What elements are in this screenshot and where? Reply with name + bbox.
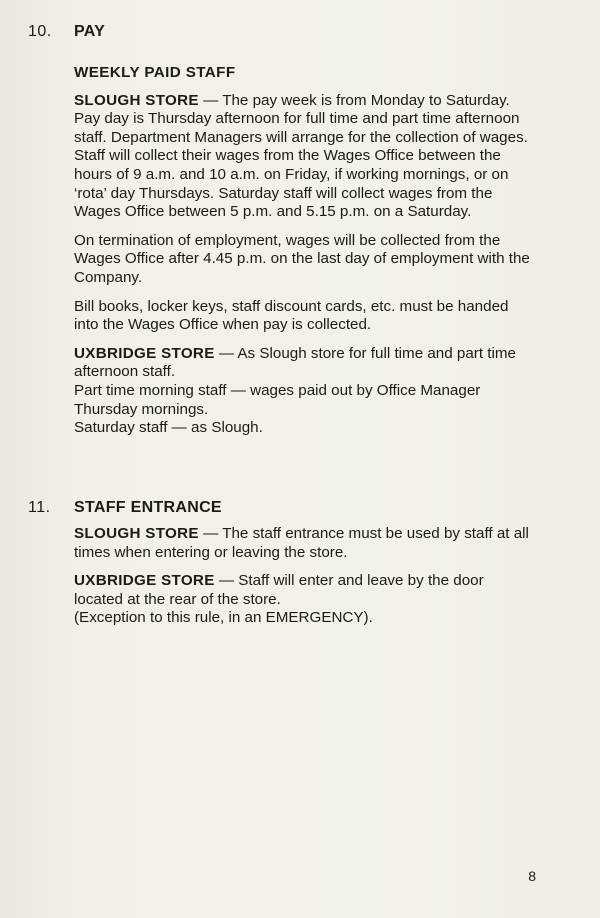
section-title: PAY <box>74 23 106 40</box>
section-number: 11. <box>28 499 51 516</box>
line-morning-staff: Part time morning staff — wages paid out by Office Manager Thursday mornings. <box>74 381 481 418</box>
section-number: 10. <box>28 23 52 40</box>
store-label: UXBRIDGE STORE <box>74 344 215 362</box>
paragraph-bill-books: Bill books, locker keys, staff discount cards, etc. must be handed into the Wages Office when pay is collected. <box>74 297 509 334</box>
subheading-weekly-paid-staff: WEEKLY PAID STAFF <box>74 64 236 81</box>
line-exception: (Exception to this rule, in an EMERGENCY). <box>74 609 373 627</box>
section-10-body <box>74 64 534 448</box>
section-title: STAFF ENTRANCE <box>74 499 222 516</box>
store-label: SLOUGH STORE <box>74 525 199 542</box>
paragraph-uxbridge-pay <box>74 345 534 438</box>
page-number: 8 <box>528 868 536 884</box>
section-11-heading <box>28 498 548 517</box>
paragraph-text: — The staff entrance must be used by staff at all times when entering or leaving the store. <box>74 525 529 561</box>
paragraph-uxbridge-entrance <box>74 572 534 628</box>
store-label: SLOUGH STORE <box>74 91 199 109</box>
store-label: UXBRIDGE STORE <box>74 572 215 590</box>
paragraph-slough-pay <box>74 92 534 222</box>
paragraph-text: — Staff will enter and leave by the door located at the rear of the store. <box>74 572 484 608</box>
section-10-heading <box>28 22 548 41</box>
section-11-body <box>74 525 534 638</box>
paragraph-termination: On termination of employment, wages will be collected from the Wages Office after 4.45 p.m. on the last day of employment with the Company. <box>74 231 530 286</box>
paragraph-text: — As Slough store for full time and part time afternoon staff. <box>74 344 516 381</box>
paragraph-text: — The pay week is from Monday to Saturday. Pay day is Thursday afternoon for full time and part time afternoon staff. Department Managers will arrange for the collection of wages. Staff will collect their wages from the Wages Office between the hours of 9 a.m. and 10 a.m. on Friday, if working mornings, or on ‘rota’ day Thursdays. Saturday staff will collect wages from the Wages Office between 5 p.m. and 5.15 p.m. on a Saturday. <box>74 91 528 221</box>
paragraph-slough-entrance <box>74 525 534 562</box>
line-saturday-staff: Saturday staff — as Slough. <box>74 419 263 437</box>
